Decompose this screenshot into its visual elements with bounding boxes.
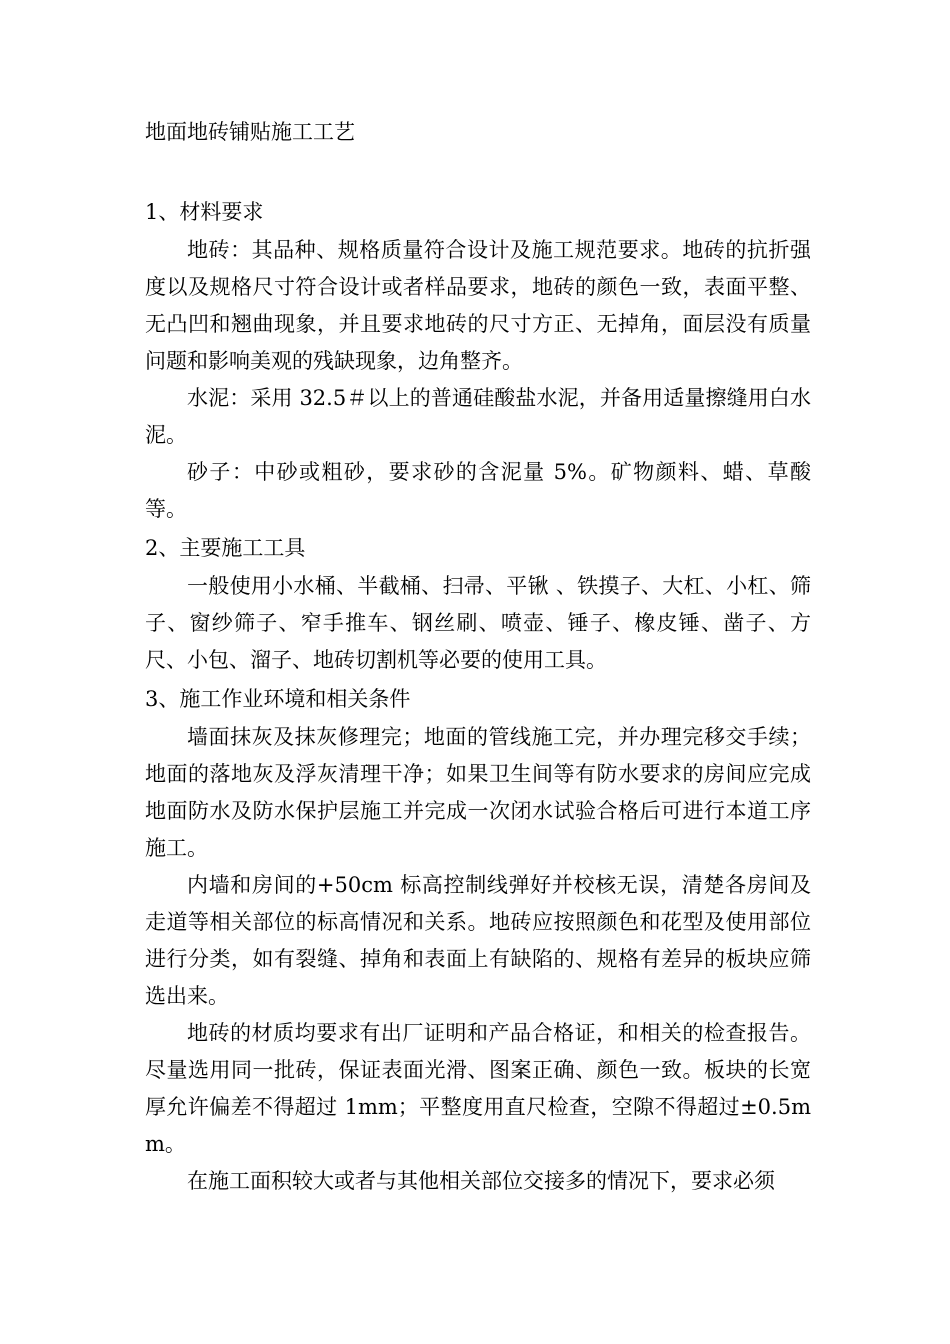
- section-heading-tools: 2、主要施工工具: [145, 536, 306, 560]
- paragraph-large-area: 在施工面积较大或者与其他相关部位交接多的情况下，要求必须: [187, 1169, 775, 1193]
- paragraph-sand: 砂子：中砂或粗砂，要求砂的含泥量 5%。矿物颜料、蜡、草酸等。: [145, 460, 811, 521]
- document-page: [145, 112, 811, 1200]
- paragraph-cement: 水泥：采用 32.5＃以上的普通硅酸盐水泥，并备用适量擦缝用白水泥。: [145, 386, 811, 447]
- title-spacer: [145, 152, 811, 192]
- paragraph-certificates: 地砖的材质均要求有出厂证明和产品合格证，和相关的检查报告。尽量选用同一批砖，保证表面光滑、图案正确、颜色一致。板块的长宽厚允许偏差不得超过 1mm；平整度用直尺检查，空隙不得超过±0.5mm。: [145, 1021, 811, 1156]
- paragraph-elevation: 内墙和房间的+50cm 标高控制线弹好并校核无误，清楚各房间及走道等相关部位的标高情况和关系。地砖应按照颜色和花型及使用部位进行分类，如有裂缝、掉角和表面上有缺陷的、规格有差异的板块应筛选出来。: [145, 873, 811, 1008]
- paragraph-plastering: 墙面抹灰及抹灰修理完；地面的管线施工完，并办理完移交手续；地面的落地灰及浮灰清理干净；如果卫生间等有防水要求的房间应完成地面防水及防水保护层施工并完成一次闭水试验合格后可进行本道工序施工。: [145, 725, 811, 860]
- section-heading-conditions: 3、施工作业环境和相关条件: [145, 687, 411, 711]
- paragraph-tools: 一般使用小水桶、半截桶、扫帚、平锹 、铁摸子、大杠、小杠、筛子、窗纱筛子、窄手推车、钢丝刷、喷壶、锤子、橡皮锤、凿子、方尺、小包、溜子、地砖切割机等必要的使用工具。: [145, 574, 811, 672]
- section-heading-materials: 1、材料要求: [145, 200, 264, 224]
- paragraph-tiles: 地砖：其品种、规格质量符合设计及施工规范要求。地砖的抗折强度以及规格尺寸符合设计或者样品要求，地砖的颜色一致，表面平整、无凸凹和翘曲现象，并且要求地砖的尺寸方正、无掉角，面层没有质量问题和影响美观的残缺现象，边角整齐。: [145, 238, 811, 373]
- document-title: 地面地砖铺贴施工工艺: [145, 120, 355, 144]
